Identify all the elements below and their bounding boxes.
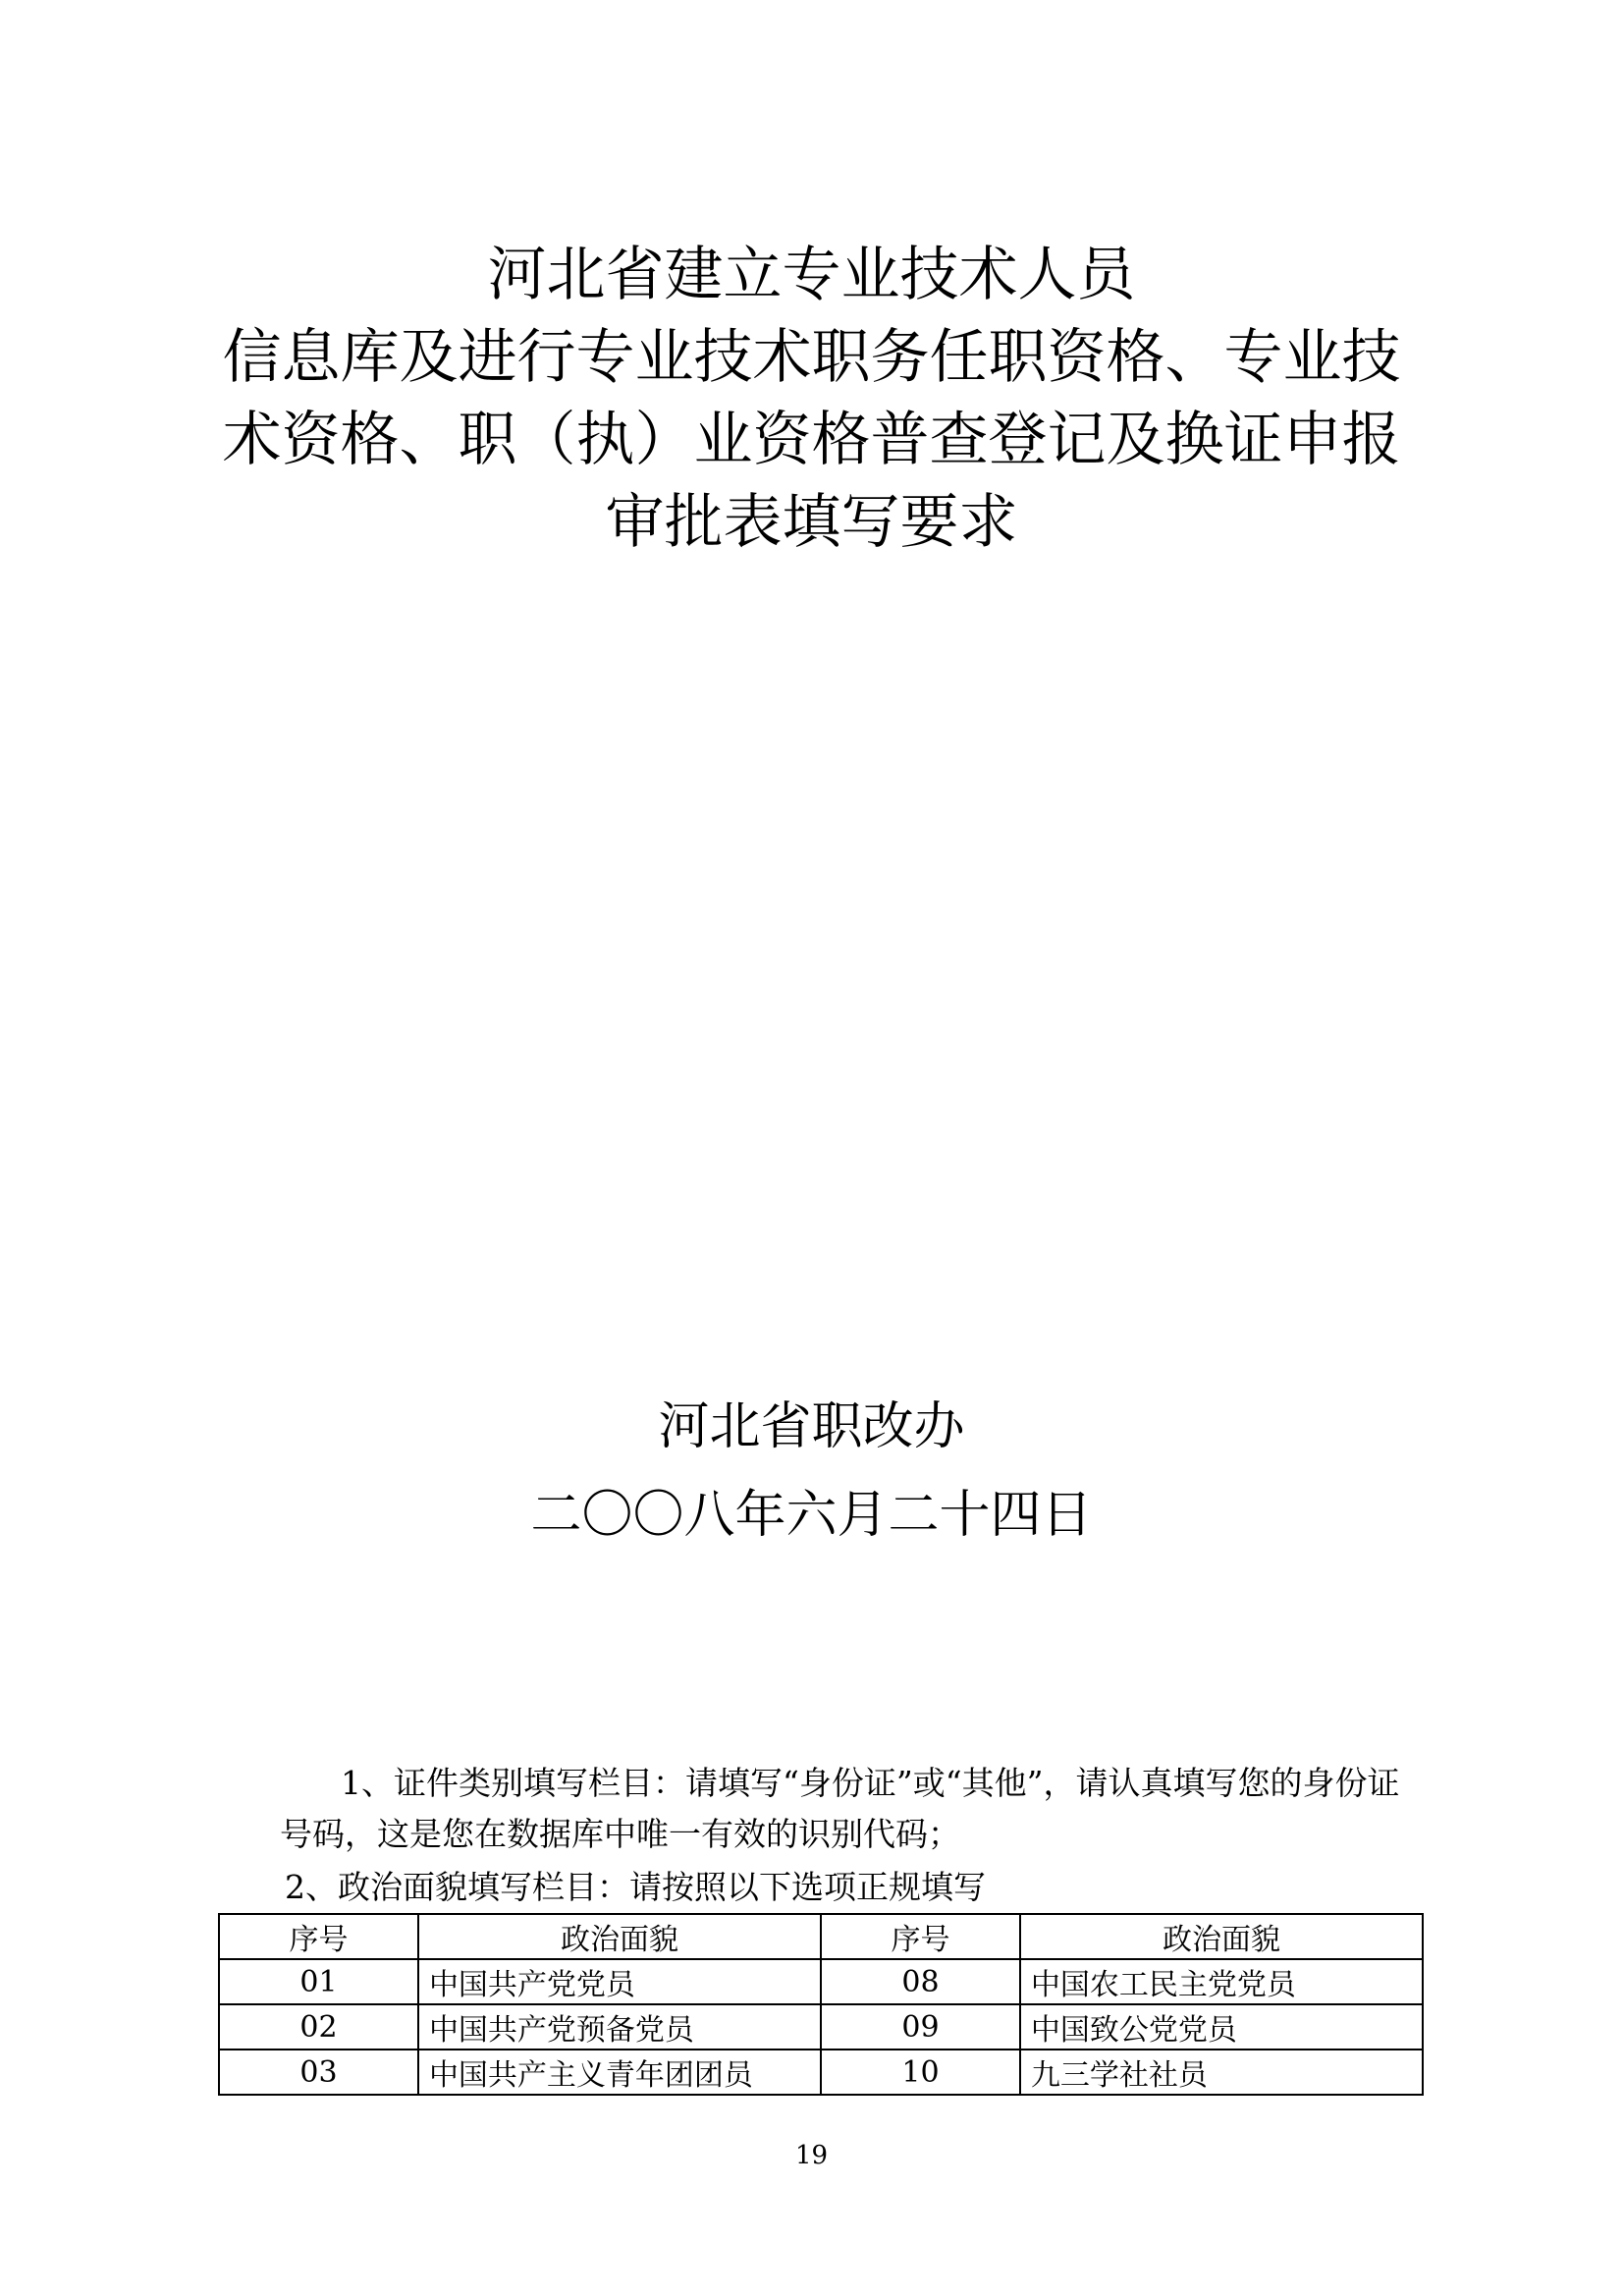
table-cell: 02: [219, 2004, 418, 2050]
table-cell: 01: [219, 1959, 418, 2004]
instruction-1-line-1: 1、证件类别填写栏目：请填写“身份证”或“其他”，请认真填写您的身份证: [341, 1764, 1400, 1802]
issuing-organization: 河北省职改办: [658, 1397, 965, 1456]
header-serial-right: 序号: [821, 1914, 1020, 1959]
instruction-1-line-2: 号码，这是您在数据库中唯一有效的识别代码；: [280, 1815, 960, 1853]
document-title: [0, 234, 1623, 564]
page-number: 19: [794, 2141, 829, 2170]
table-row: [219, 1959, 1423, 2004]
table-cell: 中国致公党党员: [1020, 2004, 1423, 2050]
issue-date: 二〇〇八年六月二十四日: [530, 1486, 1093, 1545]
table-cell: 中国共产党党员: [418, 1959, 821, 2004]
header-affiliation-right: 政治面貌: [1020, 1914, 1423, 1959]
header-serial-left: 序号: [219, 1914, 418, 1959]
table-cell: 09: [821, 2004, 1020, 2050]
title-line-3: 术资格、职（执）业资格普查登记及换证申报: [222, 406, 1401, 474]
title-line-4: 审批表填写要求: [605, 488, 1018, 557]
table-cell: 03: [219, 2050, 418, 2095]
table-cell: 中国农工民主党党员: [1020, 1959, 1423, 2004]
table-cell: 10: [821, 2050, 1020, 2095]
title-line-1: 河北省建立专业技术人员: [487, 241, 1136, 309]
table-row: [219, 2004, 1423, 2050]
political-affiliation-table: [218, 1913, 1424, 2096]
header-affiliation-left: 政治面貌: [418, 1914, 821, 1959]
table-cell: 中国共产党预备党员: [418, 2004, 821, 2050]
table-header-row: [219, 1914, 1423, 1959]
table-cell: 中国共产主义青年团团员: [418, 2050, 821, 2095]
table-row: [219, 2050, 1423, 2095]
table-cell: 08: [821, 1959, 1020, 2004]
title-line-2: 信息库及进行专业技术职务任职资格、专业技: [222, 323, 1401, 392]
instruction-2: 2、政治面貌填写栏目：请按照以下选项正规填写: [285, 1868, 986, 1906]
table-cell: 九三学社社员: [1020, 2050, 1423, 2095]
